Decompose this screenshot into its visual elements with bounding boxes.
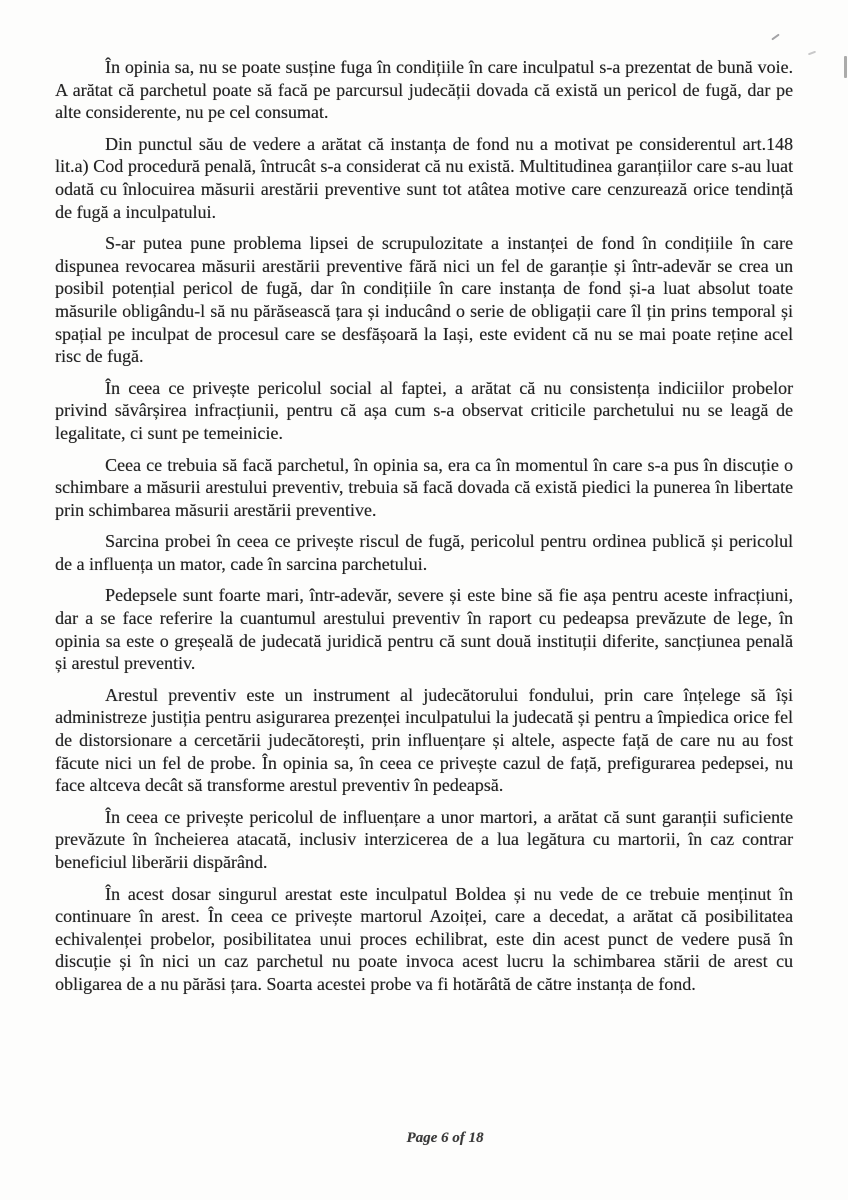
paragraph: Pedepsele sunt foarte mari, într-adevăr, severe și este bine să fie așa pentru aceste infracțiuni, dar a se face referire la cuantumul arestului preventiv în raport cu pedeapsa prevăzute de lege, în opinia sa este o greșeală de judecată juridică pentru că sunt două instituții diferite, sancțiunea penală și arestul preventiv.: [55, 585, 793, 674]
text-block: [55, 56, 793, 1005]
paragraph: Arestul preventiv este un instrument al judecătorului fondului, prin care înțelege să își administreze justiția pentru asigurarea prezenței inculpatului la judecată și pentru a împiedica orice fel de distorsionare a cercetării judecătorești, prin influențare și altele, aspecte față de care nu au fost făcute nici un fel de probe. În opinia sa, în ceea ce privește cazul de față, prefigurarea pedepsei, nu face altceva decât să transforme arestul preventiv în pedeapsă.: [55, 684, 793, 796]
paragraph: În ceea ce privește pericolul de influențare a unor martori, a arătat că sunt garanții suficiente prevăzute în încheierea atacată, inclusiv interzicerea de a lua legătura cu martorii, în caz contrar beneficiul liberării dispărând.: [55, 806, 793, 872]
paragraph: În ceea ce privește pericolul social al faptei, a arătat că nu consistența indiciilor probelor privind săvârșirea infracțiunii, pentru că așa cum s-a observat criticile parchetului nu se leagă de legalitate, ci sunt pe temeinicie.: [55, 377, 793, 443]
paragraph: Sarcina probei în ceea ce privește riscul de fugă, pericolul pentru ordinea publică și pericolul de a influența un mator, cade în sarcina parchetului.: [55, 531, 793, 574]
paragraph: În opinia sa, nu se poate susține fuga în condițiile în care inculpatul s-a prezentat de bună voie. A arătat că parchetul poate să facă pe parcursul judecății dovada că există un pericol de fugă, dar pe alte considerente, nu pe cel consumat.: [55, 57, 793, 123]
paragraph: Din punctul său de vedere a arătat că instanța de fond nu a motivat pe considerentul art.148 lit.a) Cod procedură penală, întrucât s-a considerat că nu există. Multitudinea garanțiilor care s-au luat odată cu înlocuirea măsurii arestării preventive sunt tot atâtea motive care cenzurează orice tendință de fugă a inculpatului.: [55, 133, 793, 222]
paragraph: S-ar putea pune problema lipsei de scrupulozitate a instanței de fond în condițiile în care dispunea revocarea măsurii arestării preventive fără nici un fel de garanție și într-adevăr se crea un posibil potențial pericol de fugă, dar în condițiile în care instanța de fond și-a luat absolut toate măsurile obligându-l să nu părăsească țara și inducând o serie de obligații care îl țin prins temporal și spațial pe inculpat de procesul care se desfășoară la Iași, este evident că nu se mai poate reține acel risc de fugă.: [55, 233, 793, 367]
paragraph: În acest dosar singurul arestat este inculpatul Boldea și nu vede de ce trebuie menținut în continuare în arest. În ceea ce privește martorul Azoiței, care a decedat, a arătat că posibilitatea echivalenței probelor, posibilitatea unui proces echilibrat, este din acest punct de vedere pusă în discuție și în nici un caz parchetul nu poate invoca acest lucru la schimbarea stării de arest cu obligarea de a nu părăsi țara. Soarta acestei probe va fi hotărâtă de către instanța de fond.: [55, 883, 793, 994]
scan-artifact: [771, 34, 780, 41]
scan-artifact: [844, 56, 847, 78]
page-number-footer: Page 6 of 18: [406, 1130, 484, 1146]
paragraph: Ceea ce trebuia să facă parchetul, în opinia sa, era ca în momentul în care s-a pus în discuție o schimbare a măsurii arestului preventiv, trebuia să facă dovada că există piedici la punerea în libertate prin schimbarea măsurii arestării preventive.: [55, 454, 793, 520]
scan-artifact: [808, 51, 816, 56]
